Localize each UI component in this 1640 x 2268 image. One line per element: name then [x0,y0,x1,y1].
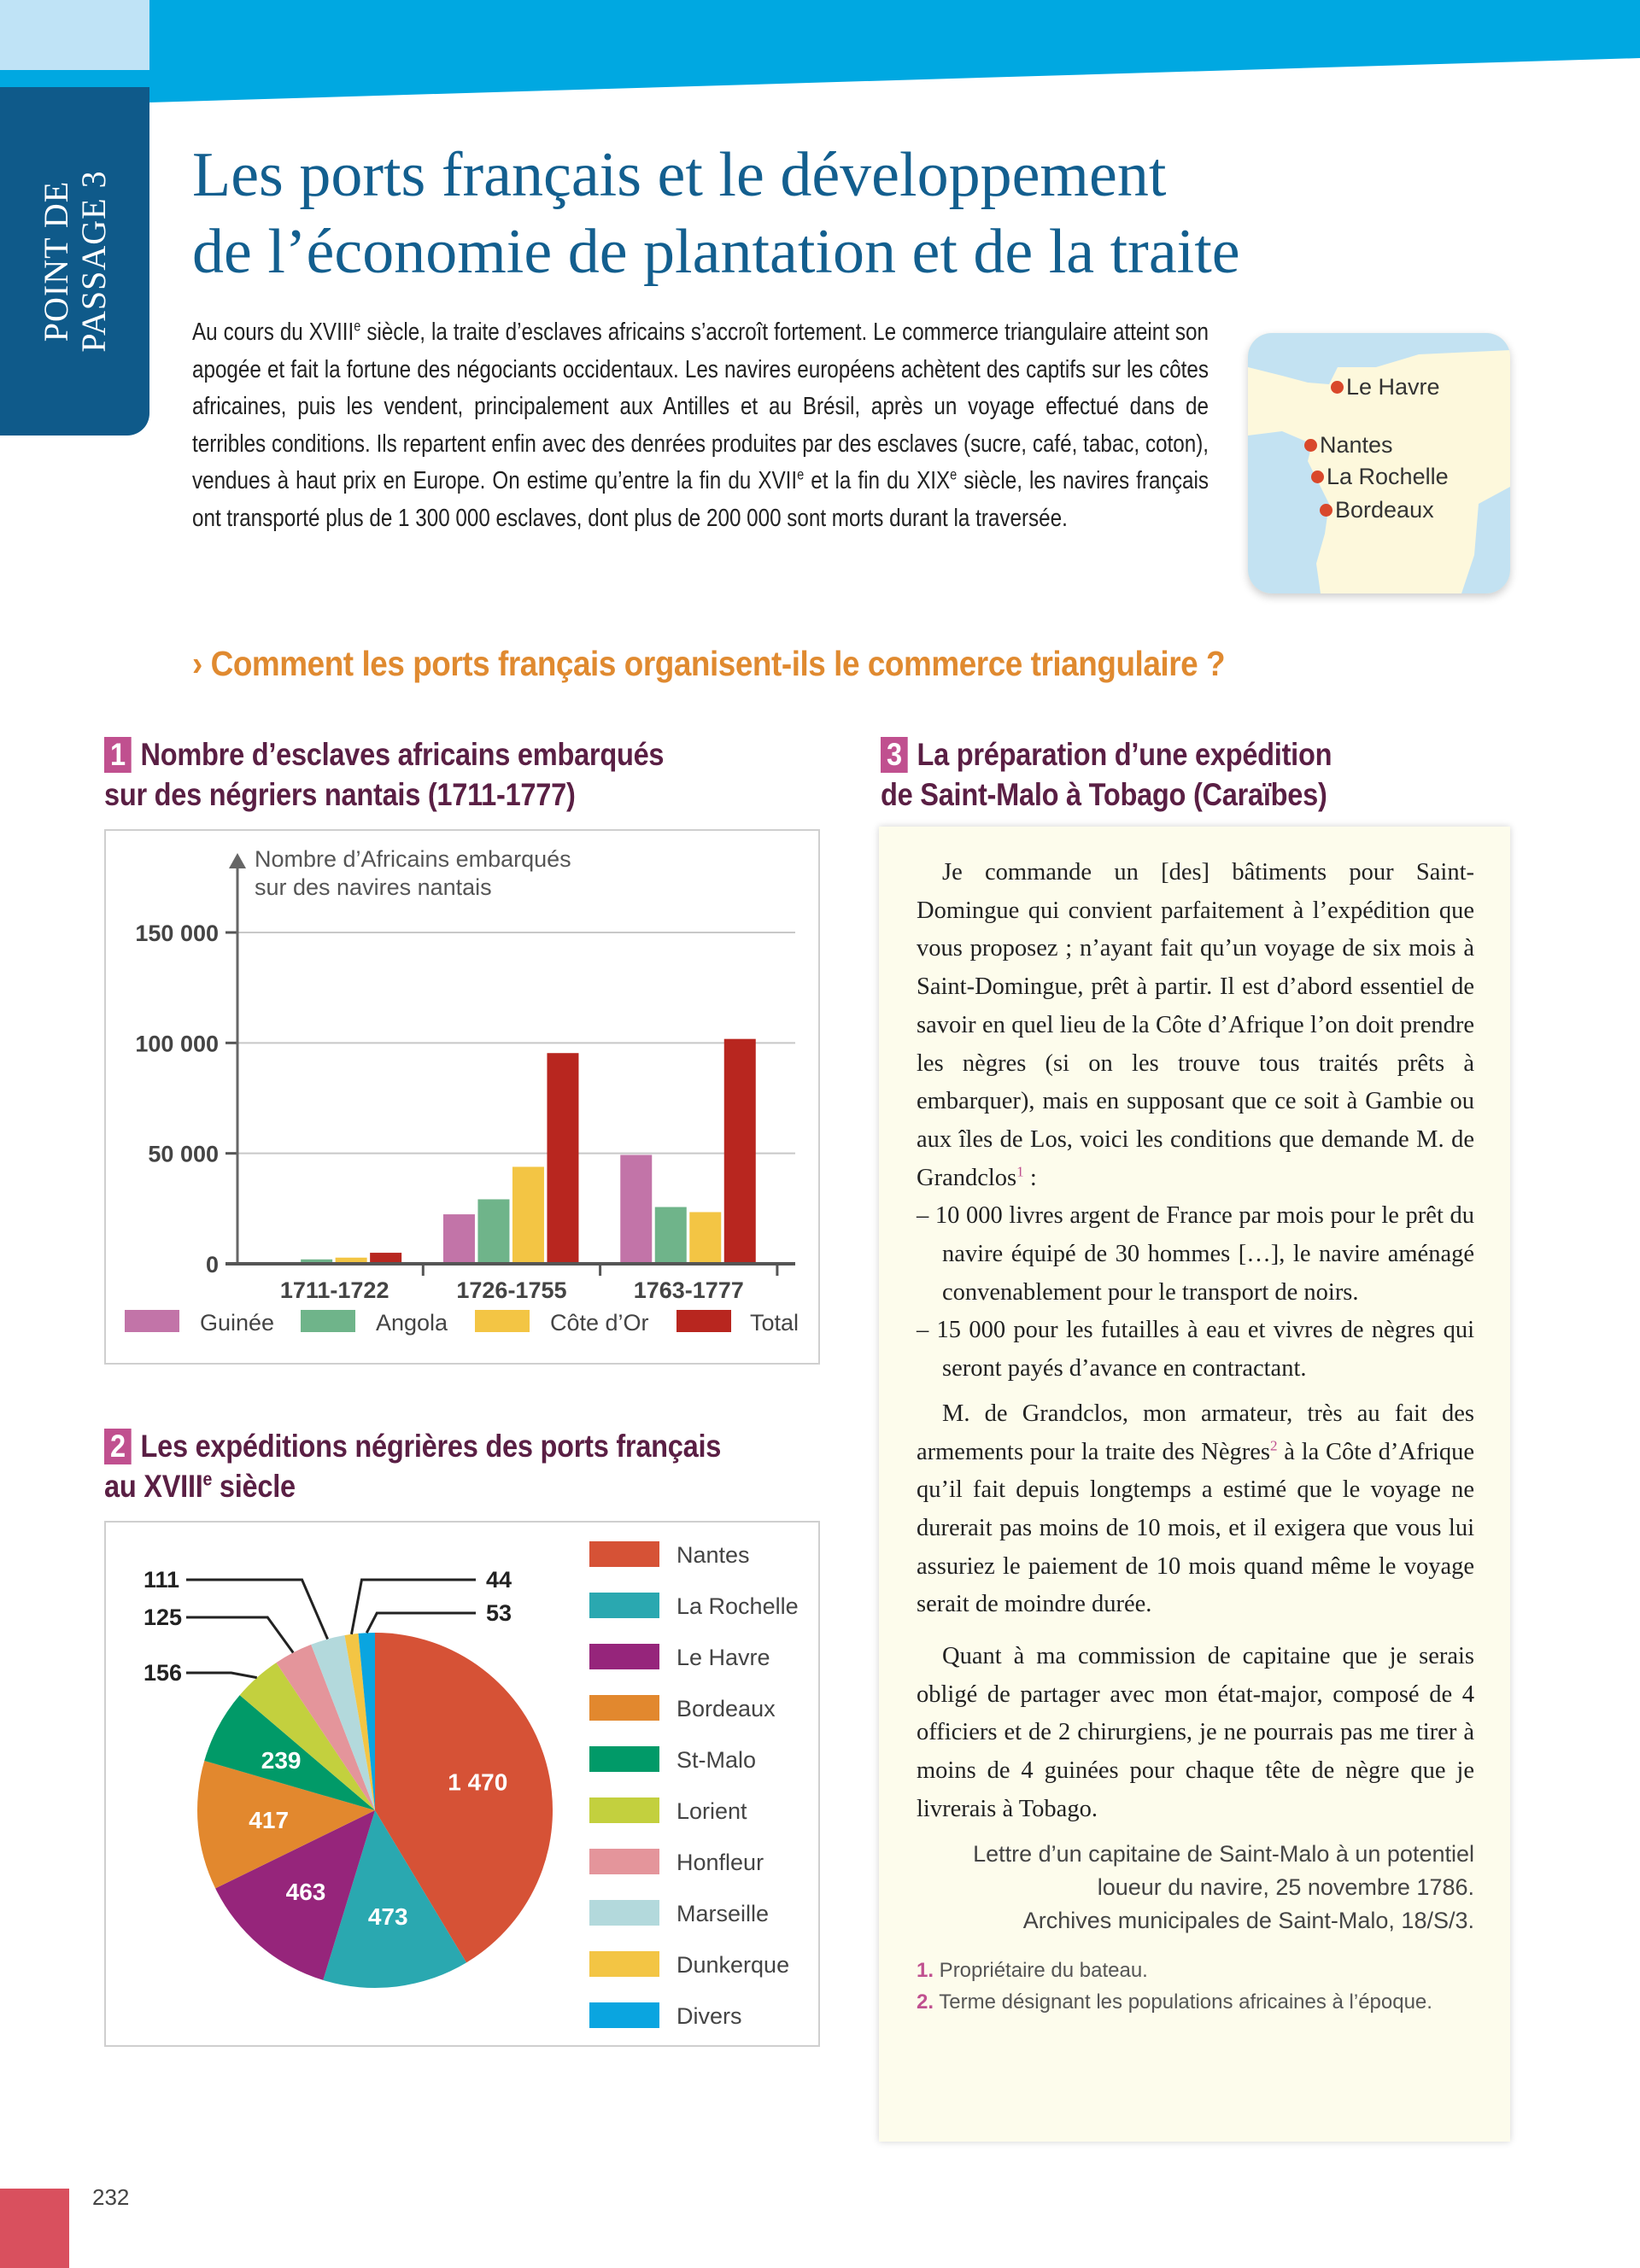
y-tick-label: 0 [205,1252,219,1277]
city-dot-icon [1320,504,1332,517]
legend-swatch [589,1541,659,1567]
pie-chart-box [104,1521,820,2047]
bar-Total [547,1053,578,1264]
legend-swatch [589,1695,659,1721]
bar-Guinée [620,1154,652,1264]
doc1-heading: 1 Nombre d’esclaves africains embarqués sur des négriers nantais (1711-1777) [104,737,665,812]
letter-list-item: – 15 000 pour les futailles à eau et vivres de nègres qui seront payés d’avance en contractant. [917,1317,1474,1382]
pie-value-label: 111 [144,1567,180,1593]
legend-swatch [676,1310,731,1332]
doc-number-badge: 2 [104,1429,132,1464]
bar-Guinée [443,1214,475,1264]
pie-value-label: 417 [249,1806,290,1833]
tab-line-1: POINT DE [36,180,75,342]
y-axis-label: sur des navires nantais [255,874,492,900]
letter-paragraph: Je commande un [des] bâtiments pour Saint-Domingue qui convient parfaitement à l’expédition que vous proposez ; n’ayant fait qu’un voyage de six mois à Saint-Domingue, prêt à partir. Il est d’abord essentiel de savoir en quel lieu de la Côte d’Afrique l’on doit prendre les nègres (si on les trouve tous traités prêts à embarquer), mais en supposant que ce soit à Gambie ou aux îles de Los, voici les conditions que demande M. de Grandclos$^1$ : [917,859,1474,1191]
legend-label: Bordeaux [676,1696,776,1721]
bar-Angola [655,1207,687,1264]
legend-label: Divers [676,2003,742,2029]
pie-value-label: 53 [486,1600,512,1626]
legend-swatch [301,1310,355,1332]
legend-label: Le Havre [676,1645,770,1670]
pie-value-label: 463 [285,1878,326,1905]
pie-value-label: 156 [144,1660,183,1686]
city-dot-icon [1304,439,1317,452]
y-tick-label: 100 000 [135,1031,219,1057]
title-line-2: de l’économie de plantation et de la traite [192,217,1240,287]
bar-chart-box [104,829,820,1365]
pie-value-label: 239 [261,1746,302,1774]
legend-label: Marseille [676,1901,770,1926]
legend-swatch [589,1746,659,1772]
legend-label: La Rochelle [676,1593,799,1619]
legend-label: Lorient [676,1798,747,1824]
legend-label: Guinée [200,1310,275,1336]
legend-label: Dunkerque [676,1952,790,1978]
footnotes [917,1955,1474,2018]
footnote-2: 2. Terme désignant les populations africaines à l’époque. [917,1990,1432,2014]
legend-swatch [589,1849,659,1874]
legend-label: St-Malo [676,1747,757,1773]
legend-swatch [125,1310,179,1332]
title-line-1: Les ports français et le développement [192,140,1167,210]
leader-line [366,1613,476,1633]
footnote-ref[interactable]: 1 [1016,1163,1024,1180]
y-tick-label: 150 000 [135,921,219,946]
city-le-havre: Le Havre [1331,374,1440,400]
pie-value-label: 1 470 [448,1768,508,1796]
x-tick-label: 1711-1722 [279,1277,390,1303]
city-dot-icon [1331,381,1344,394]
letter-paragraph: Quant à ma commission de capitaine que je serais obligé de partager avec mon état-major, composé de 4 officiers et de 2 chirurgiens, je ne pourrais pas me tirer à moins de 4 guinées pour chaque tête de nègre que je livrerais à Tobago. [917,1643,1474,1822]
x-tick-label: 1726-1755 [456,1277,567,1303]
bar-Côte d’Or [689,1212,721,1264]
city-dot-icon [1311,471,1324,483]
legend-swatch [589,1797,659,1823]
legend-swatch [589,1900,659,1926]
tab-line-2: PASSAGE 3 [73,170,113,353]
legend-swatch [589,1951,659,1977]
bar-Total [724,1039,756,1264]
bar-chart [106,831,818,1363]
city-bordeaux: Bordeaux [1320,497,1434,523]
legend-label: Honfleur [676,1850,764,1875]
source-citation: Lettre d’un capitaine de Saint-Malo à un potentiel loueur du navire, 25 novembre 1786. Archives municipales de Saint-Malo, 18/S/3. [973,1840,1474,1933]
point-de-passage-tab [0,87,149,435]
doc2-heading: 2 Les expéditions négrières des ports français au XVIIIe siècle [104,1429,722,1504]
leader-line [186,1617,293,1652]
bar-Côte d’Or [512,1166,544,1264]
y-tick-label: 50 000 [148,1141,219,1167]
letter-document [879,827,1510,2142]
header-band [0,0,1640,107]
leader-line [186,1673,257,1678]
pie-chart [106,1523,818,2045]
legend-label: Côte d’Or [550,1310,649,1336]
city-la-rochelle: La Rochelle [1311,464,1449,489]
legend-label: Angola [376,1310,448,1336]
x-tick-label: 1763-1777 [633,1277,744,1303]
pie-value-label: 125 [144,1605,183,1630]
bar-Angola [477,1199,509,1264]
intro-paragraph: Au cours du XVIIIe siècle, la traite d’esclaves africains s’accroît fortement. Le commerce triangulaire atteint son apogée et fait la fortune des négociants occidentaux. Les navires européens achètent des captifs sur les côtes africaines, puis les vendent, principalement aux Antilles et au Brésil, après un voyage effectué dans de terribles conditions. Ils repartent enfin avec des denrées produites par des esclaves (sucre, café, tabac, coton), vendues à haut prix en Europe. On estime qu’entre la fin du XVIIe et la fin du XIXe siècle, les navires français ont transporté plus de 1 300 000 esclaves, dont plus de 200 000 sont morts durant la traversée. [192,318,1210,532]
y-axis-arrow-icon [229,853,246,868]
legend-swatch [589,1593,659,1618]
footnote-1: 1. Propriétaire du bateau. [917,1958,1148,1982]
y-axis-label: Nombre d’Africains embarqués [255,846,571,872]
legend-swatch [589,2002,659,2028]
page-title [192,137,1627,290]
legend-label: Total [750,1310,800,1336]
doc-number-badge: 1 [104,737,132,773]
page-corner-block [0,2189,69,2268]
page-number: 232 [92,2184,130,2210]
letter-list-item: – 10 000 livres argent de France par mois pour le prêt du navire équipé de 30 hommes […], le navire aménagé convenablement pour le transport de noirs. [917,1202,1474,1306]
legend-swatch [589,1644,659,1669]
pie-value-label: 473 [367,1903,408,1930]
doc-number-badge: 3 [881,737,908,773]
footnote-ref[interactable]: 2 [1269,1437,1278,1454]
locator-map [1248,333,1510,593]
legend-swatch [475,1310,530,1332]
doc3-heading: 3 La préparation d’une expédition de Saint-Malo à Tobago (Caraïbes) [881,737,1332,812]
legend-label: Nantes [676,1542,750,1568]
guiding-question: › Comment les ports français organisent-ils le commerce triangulaire ? [192,644,1226,683]
city-nantes: Nantes [1304,432,1393,458]
letter-paragraph: M. de Grandclos, mon armateur, très au fait des armements pour la traite des Nègres$^2$ à la Côte d’Afrique qu’il fait depuis longtemps a estimé que le voyage ne durerait pas moins de 10 mois, et il exigera que vous lui assuriez le paiement de 10 mois quand même le voyage serait de moindre durée. [917,1400,1474,1618]
leader-line [186,1580,328,1640]
pie-value-label: 44 [486,1567,512,1593]
